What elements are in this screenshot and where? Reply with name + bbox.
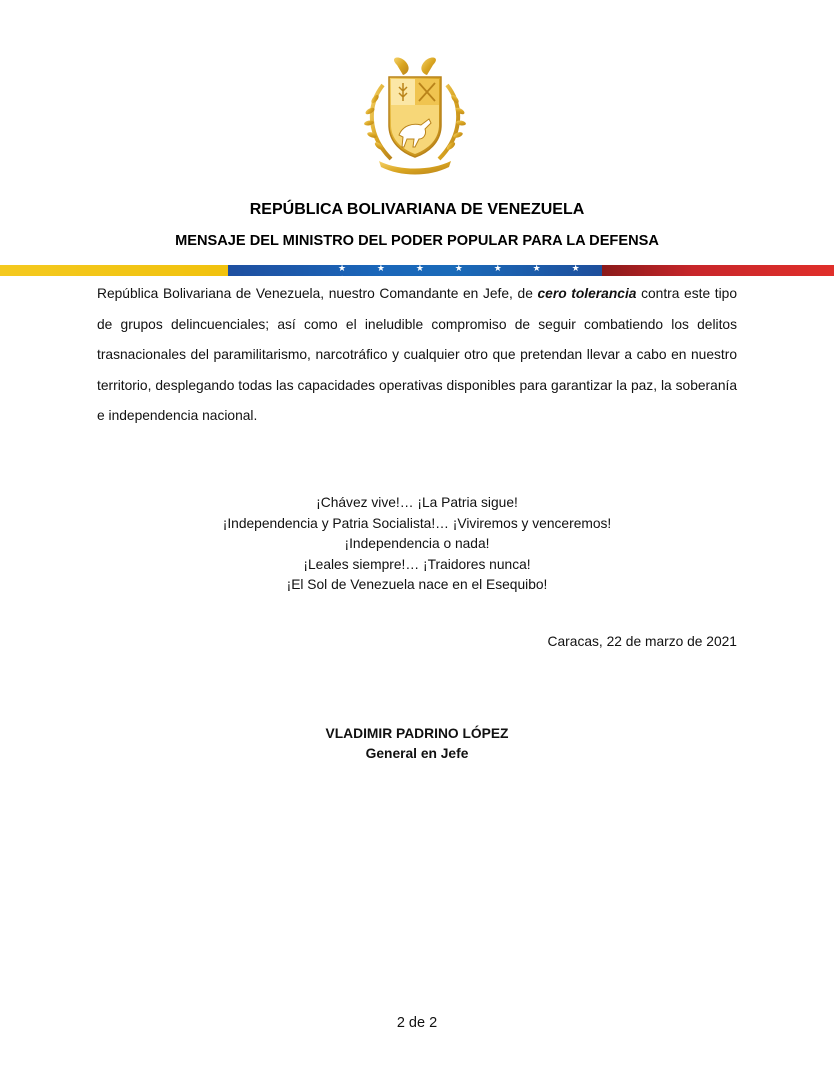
signature-block: [0, 724, 834, 764]
signatory-rank: General en Jefe: [365, 746, 469, 761]
national-flag-bar: [0, 264, 834, 285]
slogan-line: ¡Leales siempre!… ¡Traidores nunca!: [303, 556, 531, 572]
flag-red-stripe: [602, 265, 834, 276]
place-and-date: Caracas, 22 de marzo de 2021: [547, 634, 737, 649]
body-text-part2: contra este tipo de grupos delincuenciales; así como el ineludible compromiso de seguir combatiendo los delitos trasnacionales del paramilitarismo, narcotráfico y cualquier otro que pretendan llevar a cabo en nuestro territorio, desplegando todas las capacidades operativas disponibles para garantizar la paz, la soberanía e independencia nacional.: [97, 286, 737, 423]
flag-yellow-stripe: [0, 265, 228, 276]
stars-icon: ★ ★ ★ ★ ★ ★ ★ ★: [338, 264, 594, 285]
signatory-name: VLADIMIR PADRINO LÓPEZ: [325, 726, 509, 741]
message-body: [97, 279, 737, 432]
body-emphasis: cero tolerancia: [537, 286, 637, 301]
slogan-line: ¡Independencia y Patria Socialista!… ¡Viviremos y venceremos!: [222, 515, 612, 531]
page-title: REPÚBLICA BOLIVARIANA DE VENEZUELA: [249, 201, 585, 218]
slogan-line: ¡El Sol de Venezuela nace en el Esequibo!: [286, 577, 548, 593]
body-text-part1: República Bolivariana de Venezuela, nuestro Comandante en Jefe, de: [97, 286, 538, 301]
page-number: 2 de 2: [396, 1015, 438, 1031]
page-subtitle: MENSAJE DEL MINISTRO DEL PODER POPULAR PARA LA DEFENSA: [175, 233, 659, 249]
slogan-line: ¡Independencia o nada!: [344, 536, 490, 552]
slogan-line: ¡Chávez vive!… ¡La Patria sigue!: [316, 495, 518, 510]
coat-of-arms-icon: [359, 55, 471, 177]
flag-blue-stripe: [228, 264, 602, 285]
slogans: [0, 493, 834, 596]
